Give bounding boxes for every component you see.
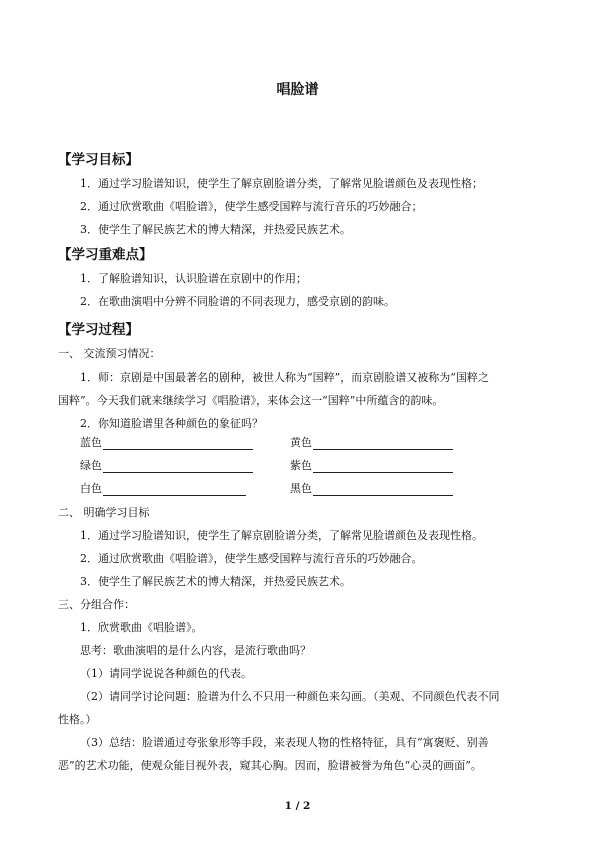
color-label-black: 黑色: [290, 482, 312, 495]
page-number: 1 / 2: [284, 800, 311, 812]
goal-item: 1．通过学习脸谱知识，使学生了解京剧脸谱分类，了解常见脸谱颜色及表现性格。: [80, 529, 483, 542]
blank-line: [103, 495, 246, 496]
paragraph-line: 1．师：京剧是中国最著名的剧种，被世人称为“国粹”，而京剧脸谱又被称为“国粹之: [80, 371, 489, 384]
color-label-purple: 紫色: [290, 459, 312, 472]
paragraph-line: （3）总结：脸谱通过夸张象形等手段，来表现人物的性格特征，具有“寓褒贬、别善: [80, 736, 489, 749]
paragraph-line: 恶”的艺术功能，使观众能目视外表，窥其心胸。因而，脸谱被誉为角色“心灵的画面”。: [58, 759, 482, 772]
goal-item: 2．通过欣赏歌曲《唱脸谱》，使学生感受国粹与流行音乐的巧妙融合。: [80, 552, 423, 565]
blank-line: [103, 449, 253, 450]
blank-line: [103, 472, 253, 473]
objective-item: 3．使学生了解民族艺术的博大精深，并热爱民族艺术。: [80, 223, 351, 236]
section-heading-objectives: 【学习目标】: [58, 152, 139, 168]
paragraph-line: （2）请同学讨论问题：脸谱为什么不只用一种颜色来勾画。（美观、不同颜色代表不同: [80, 690, 500, 703]
paragraph-line: （1）请同学说说各种颜色的代表。: [80, 667, 252, 680]
part-title: 二、 明确学习目标: [58, 506, 150, 519]
paragraph-line: 2．你知道脸谱里各种颜色的象征吗？: [80, 417, 263, 430]
paragraph-line: 1．欣赏歌曲《唱脸谱》。: [80, 621, 203, 634]
page-title: 唱脸谱: [276, 82, 319, 98]
objective-item: 2．通过欣赏歌曲《唱脸谱》，使学生感受国粹与流行音乐的巧妙融合；: [80, 200, 423, 213]
color-label-blue: 蓝色: [80, 436, 102, 449]
paragraph-line: 国粹”。今天我们就来继续学习《唱脸谱》，来体会这一“国粹”中所蕴含的韵味。: [58, 394, 444, 407]
key-point-item: 2．在歌曲演唱中分辨不同脸谱的不同表现力，感受京剧的韵味。: [80, 295, 395, 308]
blank-line: [313, 472, 453, 473]
part-title: 一、 交流预习情况：: [58, 347, 161, 360]
color-label-yellow: 黄色: [290, 436, 312, 449]
section-heading-process: 【学习过程】: [58, 322, 139, 338]
key-point-item: 1．了解脸谱知识，认识脸谱在京剧中的作用；: [80, 272, 307, 285]
color-label-green: 绿色: [80, 459, 102, 472]
paragraph-line: 思考：歌曲演唱的是什么内容，是流行歌曲吗？: [80, 644, 311, 657]
goal-item: 3．使学生了解民族艺术的博大精深，并热爱民族艺术。: [80, 575, 351, 588]
section-heading-key-points: 【学习重难点】: [58, 247, 153, 263]
part-title: 三、分组合作：: [58, 598, 135, 611]
paragraph-line: 性格。）: [58, 713, 97, 726]
blank-line: [313, 495, 453, 496]
color-label-white: 白色: [80, 482, 102, 495]
blank-line: [313, 449, 453, 450]
objective-item: 1．通过学习脸谱知识，使学生了解京剧脸谱分类，了解常见脸谱颜色及表现性格；: [80, 177, 483, 190]
